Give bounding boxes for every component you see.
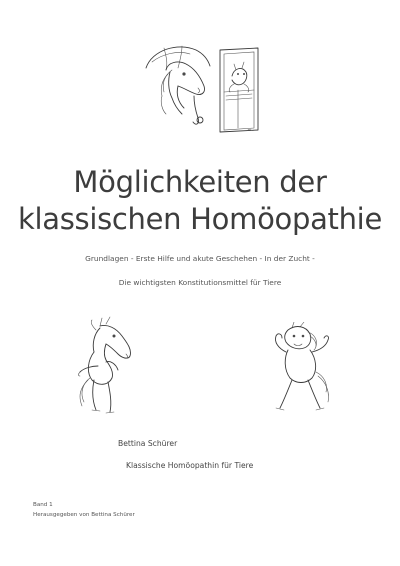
volume-label: Band 1 — [33, 502, 53, 508]
bottom-right-horse-illustration — [268, 322, 340, 418]
author-role: Klassische Homöopathin für Tiere — [126, 461, 254, 470]
horse-at-stable-door-sketch — [138, 40, 266, 136]
top-horse-illustration — [138, 40, 266, 136]
publisher-label: Herausgegeben von Bettina Schürer — [33, 512, 135, 518]
title-line-1: Möglichkeiten der — [73, 165, 327, 199]
subtitle-line-2: Die wichtigsten Konstitutionsmittel für Tiere — [118, 278, 282, 287]
bottom-left-horse-illustration — [70, 316, 140, 416]
author-name: Bettina Schürer — [118, 439, 178, 448]
dancing-horse-sketch — [268, 322, 340, 418]
title-line-2: klassischen Homöopathie — [18, 202, 382, 236]
rearing-horse-sketch — [70, 316, 140, 416]
subtitle-line-1: Grundlagen - Erste Hilfe und akute Geschehen - In der Zucht - — [85, 254, 315, 263]
